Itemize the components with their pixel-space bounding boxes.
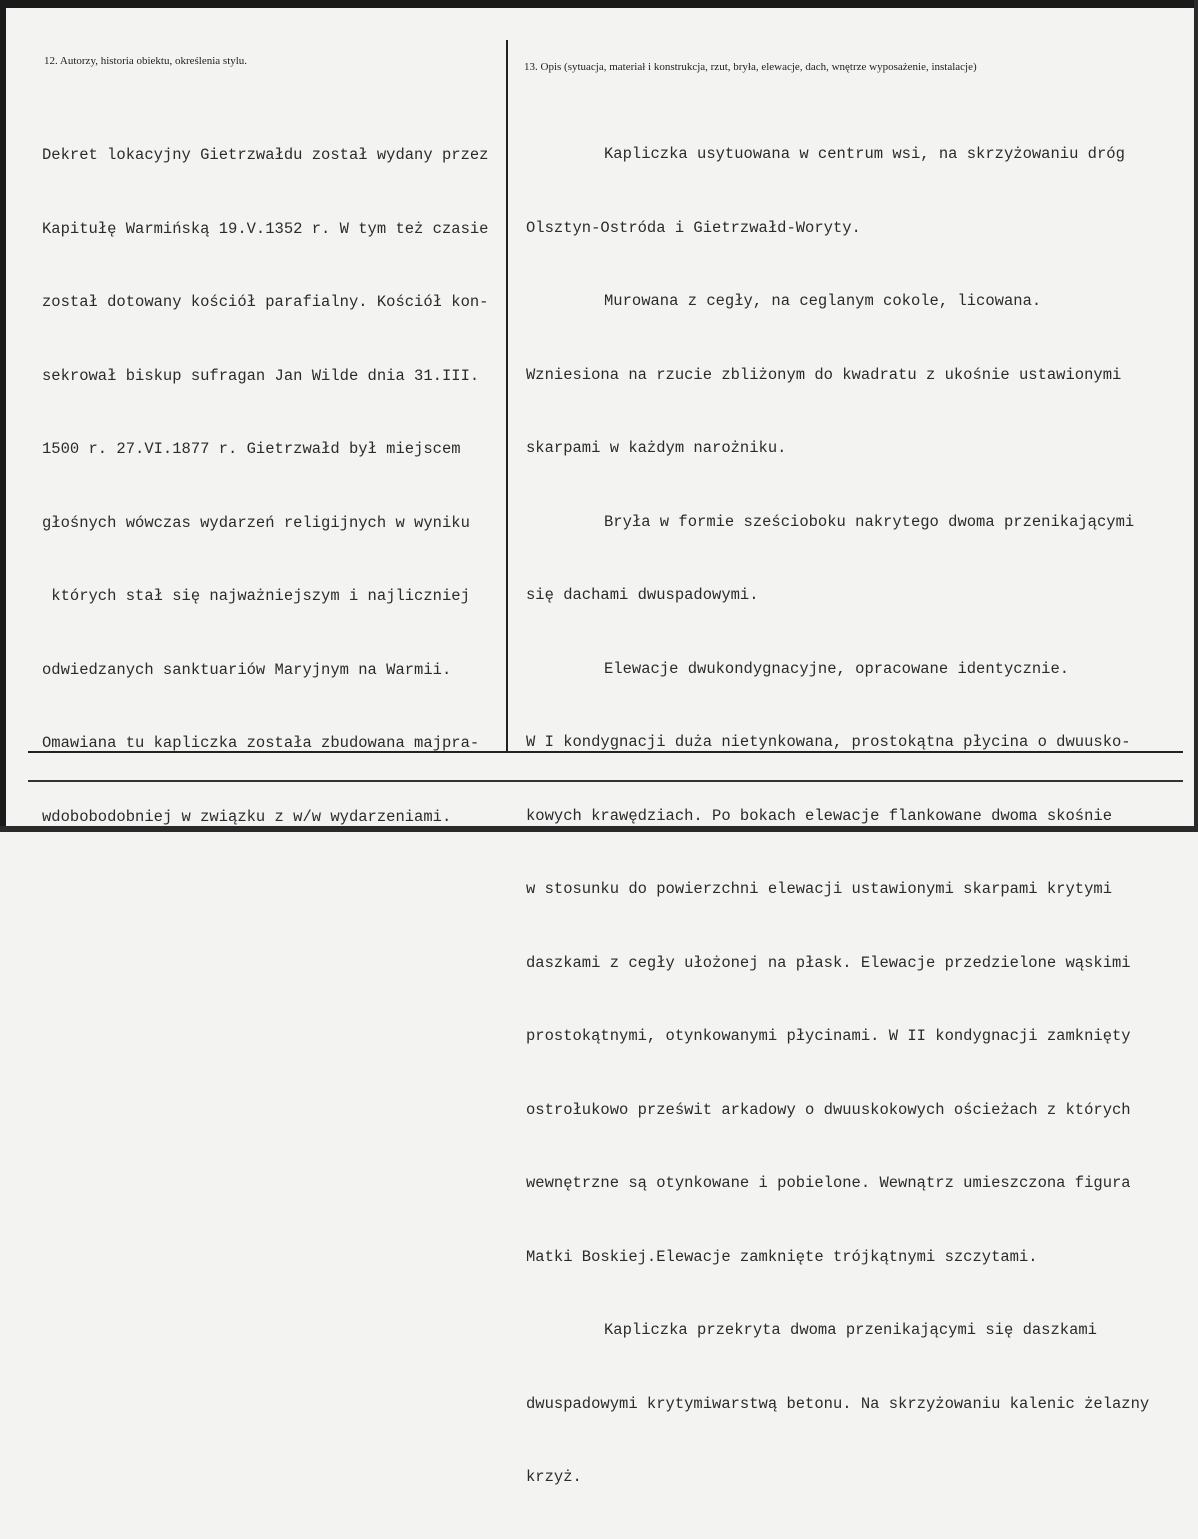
text-line: Wzniesiona na rzucie zbliżonym do kwadratu z ukośnie ustawionymi <box>526 365 1122 384</box>
text-line: w stosunku do powierzchni elewacji ustawionymi skarpami krytymi <box>526 880 1112 898</box>
text-line: ostrołukowo prześwit arkadowy o dwuuskokowych ościeżach z których <box>526 1100 1131 1119</box>
text-line: odwiedzanych sanktuariów Maryjnym na Warmii. <box>42 660 452 679</box>
text-line: wdobobodobniej w związku z w/w wydarzeniami. <box>42 807 452 826</box>
text-line: się dachami dwuspadowymi. <box>526 586 759 604</box>
text-line: skarpami w każdym narożniku. <box>526 439 787 457</box>
text-line: daszkami z cegły ułożonej na płask. Elewacje przedzielone wąskimi <box>526 953 1131 972</box>
section-12-heading: 12. Autorzy, historia obiektu, określenia stylu. <box>44 55 248 67</box>
text-line: Bryła w formie sześcioboku nakrytego dwoma przenikającymi <box>604 512 1135 531</box>
section-13-heading: 13. Opis (sytuacja, materiał i konstrukcja, rzut, bryła, elewacje, dach, wnętrze wyposażenie, instalacje) <box>524 61 977 73</box>
scan-border-top <box>0 0 1198 8</box>
text-line: których stał się najważniejszym i najliczniej <box>42 587 470 605</box>
text-line: krzyż. <box>526 1468 582 1486</box>
scan-border-left <box>0 0 6 832</box>
text-line: Matki Boskiej.Elewacje zamknięte trójkątnymi szczytami. <box>526 1247 1038 1266</box>
text-line: dwuspadowymi krytymiwarstwą betonu. Na skrzyżowaniu kalenic żelazny <box>526 1394 1150 1413</box>
text-line: kowych krawędziach. Po bokach elewacje flankowane dwoma skośnie <box>526 806 1112 825</box>
text-line: Omawiana tu kapliczka została zbudowana majpra- <box>42 734 480 752</box>
text-line: W I kondygnacji duża nietynkowana, prostokątna płycina o dwuusko- <box>526 733 1131 751</box>
section-12-body <box>42 94 512 878</box>
text-line: został dotowany kościół parafialny. Kościół kon- <box>42 293 489 311</box>
text-line: wewnętrzne są otynkowane i pobielone. Wewnątrz umieszczona figura <box>526 1174 1131 1192</box>
text-line: sekrował biskup sufragan Jan Wilde dnia 31.III. <box>42 366 480 385</box>
text-line: Kapitułę Warmińską 19.V.1352 r. W tym też czasie <box>42 219 489 238</box>
section-13-body <box>526 93 1196 1539</box>
text-line: Olsztyn-Ostróda i Gietrzwałd-Woryty. <box>526 218 861 237</box>
text-line: Elewacje dwukondygnacyjne, opracowane identycznie. <box>604 659 1070 678</box>
text-line: 1500 r. 27.VI.1877 r. Gietrzwałd był miejscem <box>42 440 461 458</box>
text-line: Murowana z cegły, na ceglanym cokole, licowana. <box>604 292 1042 310</box>
text-line: Kapliczka przekryta dwoma przenikającymi się daszkami <box>604 1321 1097 1339</box>
text-line: Dekret lokacyjny Gietrzwałdu został wydany przez <box>42 146 489 164</box>
text-line: prostokątnymi, otynkowanymi płycinami. W II kondygnacji zamknięty <box>526 1027 1131 1045</box>
text-line: Kapliczka usytuowana w centrum wsi, na skrzyżowaniu dróg <box>604 145 1125 163</box>
text-line: głośnych wówczas wydarzeń religijnych w wyniku <box>42 513 470 532</box>
